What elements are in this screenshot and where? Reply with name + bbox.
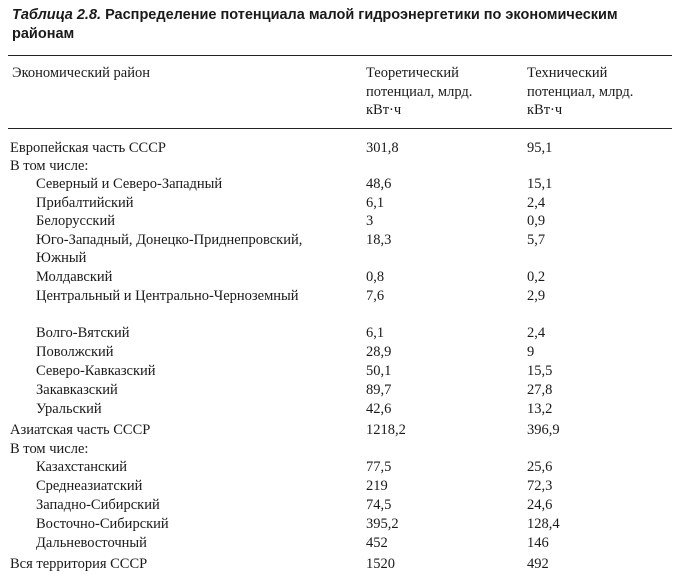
theoretical-value: 1520	[366, 556, 395, 572]
region-name: Юго-Западный, Донецко-Приднепровский, Южный	[36, 232, 303, 266]
region-name: В том числе:	[10, 158, 89, 174]
region-name: Поволжский	[36, 344, 114, 360]
technical-value: 396,9	[527, 422, 560, 438]
technical-value: 95,1	[527, 140, 553, 156]
top-rule	[8, 55, 672, 56]
technical-value: 0,9	[527, 213, 546, 229]
region-name: Северный и Северо-Западный	[36, 176, 223, 192]
technical-value: 492	[527, 556, 549, 572]
technical-value: 9	[527, 344, 535, 360]
table-title: Распределение потенциала малой гидроэнергетики по экономическим районам	[12, 7, 618, 42]
region-name: Азиатская часть СССР	[10, 422, 151, 438]
theoretical-value: 3	[366, 213, 374, 229]
region-name: Дальневосточный	[36, 535, 147, 551]
header-rule	[8, 128, 672, 129]
technical-value: 5,7	[527, 232, 546, 248]
technical-value: 2,4	[527, 195, 546, 211]
technical-value: 146	[527, 535, 549, 551]
technical-value: 128,4	[527, 516, 560, 532]
region-name: Белорусский	[36, 213, 115, 229]
technical-value: 2,4	[527, 325, 546, 341]
region-name: Северо-Кавказский	[36, 363, 156, 379]
region-name: Восточно-Сибирский	[36, 516, 169, 532]
theoretical-value: 7,6	[366, 288, 385, 304]
col-header-technical: Технический потенциал, млрд. кВт·ч	[527, 65, 634, 118]
region-name: Казахстанский	[36, 459, 128, 475]
region-name: Уральский	[36, 401, 102, 417]
region-name: Прибалтийский	[36, 195, 134, 211]
technical-value: 15,1	[527, 176, 553, 192]
theoretical-value: 0,8	[366, 269, 385, 285]
theoretical-value: 1218,2	[366, 422, 406, 438]
technical-value: 27,8	[527, 382, 553, 398]
technical-value: 13,2	[527, 401, 553, 417]
region-name: В том числе:	[10, 441, 89, 457]
technical-value: 24,6	[527, 497, 553, 513]
region-name: Среднеазиатский	[36, 478, 143, 494]
technical-value: 72,3	[527, 478, 553, 494]
region-name: Центральный и Центрально-Черноземный	[36, 288, 299, 304]
theoretical-value: 18,3	[366, 232, 392, 248]
theoretical-value: 301,8	[366, 140, 399, 156]
theoretical-value: 50,1	[366, 363, 392, 379]
technical-value: 15,5	[527, 363, 553, 379]
col-header-theoretical: Теоретический потенциал, млрд. кВт·ч	[366, 65, 473, 118]
technical-value: 0,2	[527, 269, 546, 285]
region-name: Волго-Вятский	[36, 325, 130, 341]
theoretical-value: 77,5	[366, 459, 392, 475]
theoretical-value: 48,6	[366, 176, 392, 192]
col-header-region: Экономический район	[12, 65, 150, 81]
theoretical-value: 6,1	[366, 325, 385, 341]
theoretical-value: 452	[366, 535, 388, 551]
region-name: Закавказский	[36, 382, 118, 398]
theoretical-value: 219	[366, 478, 388, 494]
region-name: Западно-Сибирский	[36, 497, 160, 513]
technical-value: 2,9	[527, 288, 546, 304]
table-caption	[12, 6, 652, 44]
theoretical-value: 28,9	[366, 344, 392, 360]
theoretical-value: 89,7	[366, 382, 392, 398]
theoretical-value: 74,5	[366, 497, 392, 513]
theoretical-value: 395,2	[366, 516, 399, 532]
region-name: Молдавский	[36, 269, 113, 285]
technical-value: 25,6	[527, 459, 553, 475]
region-name: Вся территория СССР	[10, 556, 148, 572]
theoretical-value: 42,6	[366, 401, 392, 417]
theoretical-value: 6,1	[366, 195, 385, 211]
region-name: Европейская часть СССР	[10, 140, 166, 156]
table-label: Таблица 2.8.	[12, 7, 102, 23]
